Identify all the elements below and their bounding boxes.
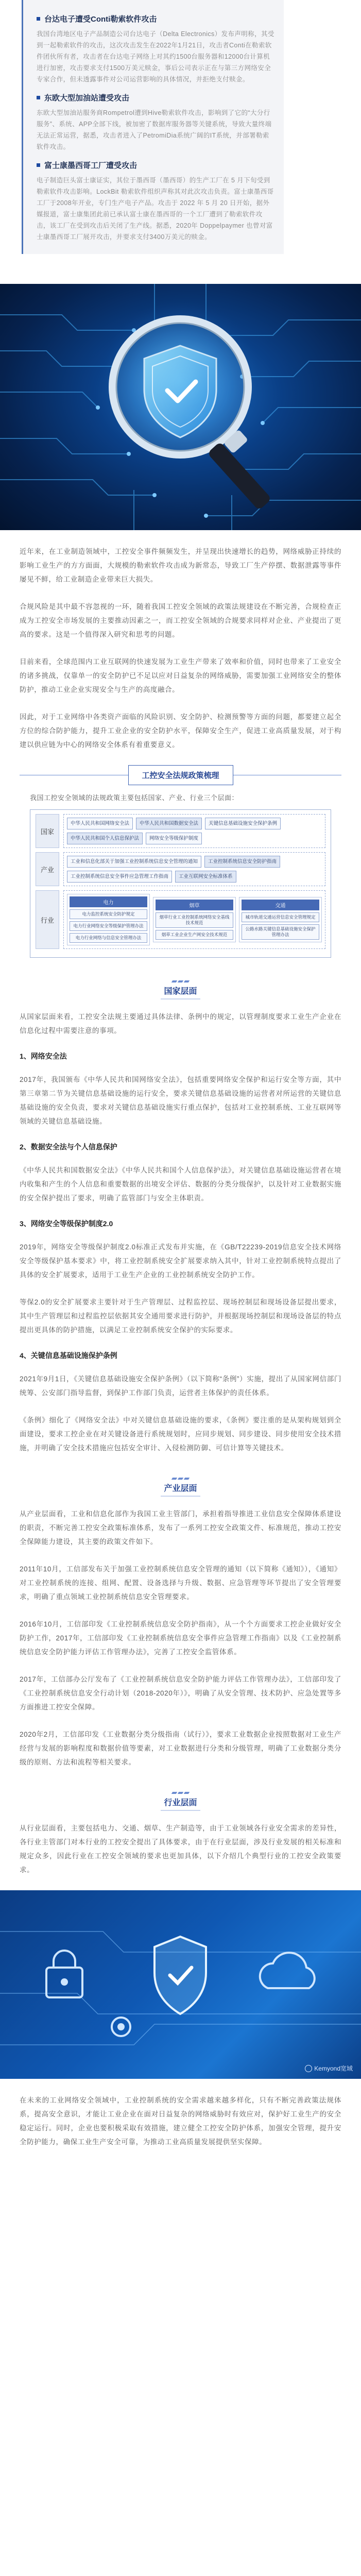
subsection-title: 3、网络安全等级保护制度2.0 [20, 1219, 113, 1228]
diagram-box: 公路水路关键信息基础设施安全保护管理办法 [242, 924, 319, 940]
diagram-box: 工业控制系统信息安全事件应急管理工作指南 [67, 871, 172, 883]
incident-title [37, 92, 274, 103]
industry-security-image [0, 1890, 361, 2079]
diagram-intro: 我国工控安全领域的法规政策主要包括国家、产业、行业三个层面： [30, 794, 239, 802]
incident-title [37, 13, 274, 24]
national-section [0, 980, 361, 1455]
gear-icon [112, 2018, 130, 2036]
body-paragraph: 2011年10月，工信部发布关于加强工业控制系统信息安全管理的通知（以下简称《通知》），《通知》对工业控制系统的连接、组网、配置、设备选择与升级、数据、应急管理等环节提出了安全管理要求，明确了重点领域工业控制系统信息安全管理要求。 [20, 1565, 341, 1601]
body-paragraph: 2020年2月，工信部印发《工业数据分类分级指南（试行）》，要求工业数据企业按照数据对工业生产经营与发展的影响程度和数据价值等要素，对工业数据进行分类和分级管理，明确了工业数据分类分级的原则、方法和流程等相关要求。 [20, 1731, 341, 1766]
diagram-box: 中华人民共和国个人信息保护法 [67, 833, 143, 844]
closing-section [0, 2093, 361, 2149]
bullet-square-icon [37, 17, 40, 21]
diagram-title-row [20, 765, 341, 785]
diagram-box: 网络安全等级保护制度 [146, 833, 202, 844]
subsection-title: 4、关键信息基础设施保护条例 [20, 1351, 117, 1360]
hero-image-security-shield [0, 284, 361, 530]
sector-paragraphs [20, 1821, 341, 1877]
spacer [0, 254, 361, 284]
header-decoration [20, 1478, 341, 1480]
body-paragraph: 近年来，在工业制造领域中，工控安全事件频频发生，并呈现出快速增长的趋势，网络威胁正持续的影响工业生产的方方面面，大规模的勒索软件攻击成为新常态，导致工厂生产停摆、数据泄露等事件屡见不鲜，给工业制造企业带来巨大损失。 [20, 548, 341, 583]
brand-name: Kemyond宽域 [314, 2065, 353, 2072]
body-paragraph: 从行业层面看，主要包括电力、交通、烟草、生产制造等，由于工业领域各行业安全需求的差异性，各行业主管部门对本行业的工控安全提出了具体要求，由于在行业层面，涉及行业发展的相关标准和规定众多，因此行业在工控安全领域的要求也更加具体，以下介绍几个典型行业的工控安全政策要求。 [20, 1824, 341, 1874]
diagram-box: 工业和信息化部关于加强工业控制系统信息安全管理的通知 [67, 856, 201, 868]
diagram-row-label: 产业 [36, 852, 59, 886]
subsection-title: 2、数据安全法与个人信息保护 [20, 1143, 117, 1151]
national-intro: 从国家层面来看，工控安全法规主要通过具体法律、条例中的规定，以管理制度要求工业生产企业在信息化过程中需要注意的事项。 [20, 1013, 341, 1035]
subsection-title: 1、网络安全法 [20, 1052, 67, 1060]
body-paragraph: 2017年，工信部办公厅发布了《工业控制系统信息安全防护能力评估工作管理办法》，工信部印发了《工业控制系统信息安全行动计划（2018-2020年）》，明确了从安全管理、技术防护、应急处置等多方面推进工控安全保障。 [20, 1675, 341, 1711]
diagram-column-head: 烟草 [156, 900, 233, 910]
body-paragraph: 目前来看，全球范围内工业互联网的快速发展为工业生产带来了效率和价值，同时也带来了工业安全的诸多挑战，仅靠单一的安全防护已不足以应对日益复杂的网络威胁，需要加强工业网络安全的整体防护，推动工业企业实现安全与生产的高度融合。 [20, 658, 341, 693]
diagram-box: 工业互联网安全标准体系 [175, 871, 236, 883]
diagram-row-body [63, 814, 325, 848]
diagram-row [36, 890, 325, 949]
bullet-square-icon [37, 163, 40, 167]
hero-illustration [0, 284, 361, 530]
section-title-industry: 产业层面 [161, 1482, 200, 1494]
diagram-column-head: 电力 [70, 896, 147, 907]
header-decoration [20, 1792, 341, 1794]
incident-body: 电子制造巨头富士康证实，其位于墨西哥（墨西哥）的生产工厂在 5 月下旬受到勒索软件攻击影响。LockBit 勒索软件组织声称其对此次攻击负责。富士康墨西哥工厂于2008年开业，专门生产电子产品。攻击于 2022 年 5 月 20 日开始，据外媒报道，富士康集团此前已承认富士康在墨西哥的一个工厂遭到了勒索软件攻击，该工厂在受到攻击后关闭了生产线。据悉，2020年 Doppelpaymer 也曾对富士康墨西哥工厂展开攻击，并要求支付3400万美元的赎金。 [37, 177, 274, 241]
brand-watermark [305, 2064, 353, 2073]
industry-policy-paragraphs [20, 1507, 341, 1769]
header-decoration [20, 980, 341, 982]
bullet-square-icon [37, 96, 40, 99]
diagram-row-label: 行业 [36, 890, 59, 949]
lock-icon [46, 1951, 82, 1997]
incident-title-text: 东欧大型加油站遭受攻击 [44, 94, 130, 103]
diagram-box: 电力行业网络安全等级保护管理办法 [70, 921, 147, 931]
diagram-column [239, 897, 322, 942]
incident-title-text: 台达电子遭受Conti勒索软件攻击 [44, 15, 157, 24]
section-title-national: 国家层面 [161, 985, 200, 996]
incident-card [22, 0, 284, 254]
intro-paragraphs [0, 545, 361, 752]
body-paragraph: 合规风险是其中最不容忽视的一环，随着我国工控安全领域的政策法规建设在不断完善，合规检查正成为工控安全市场发展的主要推动因素之一，而工控安全领域的合规要求同样对企业、产业提出了更高的要求。这是一个值得深入研究和思考的问题。 [20, 603, 341, 638]
body-paragraph: 因此，对于工业网络中各类资产面临的风险识别、安全防护、检测预警等方面的问题，都要建立起全方位的综合防护能力，提升工业企业的安全防护水平，保障安全生产，促进工业高质量发展，对于构建以供应链为中心的网络安全体系有着重要意义。 [20, 713, 341, 749]
body-paragraph: 2017年，我国颁布《中华人民共和国网络安全法》，包括重要网络安全保护和运行安全等方面，其中第三章第二节为关键信息基础设施的运行安全，要求关键信息基础设施的运营者对所运营的关键信息基础设施的安全负责，要求对关键信息基础设施实行重点保护，包括对工业控制系统、工业互联网等领域的关键信息基础设施。 [20, 1076, 341, 1125]
brand-logo-icon [305, 2065, 312, 2072]
diagram-box: 关键信息基础设施安全保护条例 [205, 818, 281, 829]
section-title-sector: 行业层面 [161, 1796, 200, 1808]
body-paragraph: 《条例》细化了《网络安全法》中对关键信息基础设施的要求，《条例》要注重的是从架构规划到全面建设，要求工控企业在对关键设备进行系统规划时，应同步规划、同步建设、同步使用安全技术措施，并明确了安全技术措施应包括安全审计、入侵检测防御、可信计算等关键技术。 [20, 1416, 341, 1452]
shield-icon [154, 1937, 206, 2014]
diagram-row-body [63, 890, 325, 949]
cloud-icon [260, 1953, 315, 1988]
security-icons-illustration [0, 1890, 361, 2079]
diagram-box: 城市轨道交通运营信息安全管理规定 [242, 912, 319, 922]
body-paragraph: 2021年9月1日，《关键信息基础设施安全保护条例》（以下简称“条例”）实施，提出了从国家网信部门统筹、公安部门指导监督，到保护工作部门负责，运营者主体保护的责任体系。 [20, 1375, 341, 1397]
sector-section [0, 1792, 361, 1877]
body-paragraph: 等保2.0的安全扩展要求主要针对于生产管理层、过程监控层、现场控制层和现场设备层提出要求，其中生产管理层和过程监控层依据其安全通用要求进行防护，并根据现场控制层和现场设备层的特点提出更具体的防护措施，以满足工业控制系统安全保护的实际要求。 [20, 1298, 341, 1334]
diagram-row-body [63, 852, 325, 886]
policy-diagram-section [20, 765, 341, 958]
diagram-box: 中华人民共和国网络安全法 [67, 818, 133, 829]
diagram-box: 中华人民共和国数据安全法 [136, 818, 202, 829]
diagram-column-head: 交通 [242, 900, 319, 910]
diagram-row [36, 852, 325, 886]
diagram-box: 工业控制系统信息安全防护指南 [204, 856, 280, 868]
diagram-row [36, 814, 325, 848]
diagram-row-label: 国家 [36, 814, 59, 848]
section-header [20, 1478, 341, 1494]
national-subsections [20, 1051, 341, 1455]
closing-paragraph: 在未来的工业网络安全领域中，工业控制系统的安全需求越来越多样化，只有不断完善政策法规体系，提高安全意识，才能让工业企业在面对日益复杂的网络威胁时有效应对，保护好工业生产的安全稳定运行。同时，企业也要积极采取有效措施，建立健全工控安全防护体系，加强安全管理，提升安全防护能力，确保工业生产安全可靠，为推动工业高质量发展提供坚实保障。 [20, 2096, 341, 2146]
diagram-box: 烟草工业企业生产网安全技术规范 [156, 930, 233, 940]
body-paragraph: 从产业层面看，工业和信息化部作为我国工业主管部门，承担着指导推进工业信息安全保障体系建设的职责，不断完善工控安全政策标准体系，发布了一系列工控安全政策文件、标准规范，推动工控安全保障能力建设，其主要的政策文件如下。 [20, 1510, 341, 1546]
industry-policy-section [0, 1478, 361, 1769]
diagram-box: 电力监控系统安全防护规定 [70, 909, 147, 919]
section-header [20, 1792, 341, 1808]
section-header [20, 980, 341, 996]
diagram-column [153, 897, 236, 942]
incident-title [37, 160, 274, 171]
body-paragraph: 《中华人民共和国数据安全法》《中华人民共和国个人信息保护法》，对关键信息基础设施运营者在境内收集和产生的个人信息和重要数据的出境安全评估、数据的分类分级保护，以及针对工业数据实施的安全保护提出了要求，明确了监管部门与安全主体职责。 [20, 1166, 341, 1202]
diagram-box: 烟草行业工业控制系统网络安全基线技术规范 [156, 912, 233, 928]
policy-diagram [30, 809, 331, 958]
diagram-title: 工控安全法规政策梳理 [128, 765, 233, 785]
incident-title-text: 富士康墨西哥工厂遭受攻击 [44, 161, 137, 170]
body-paragraph: 2016年10月，工信部印发《工业控制系统信息安全防护指南》，从一个个方面要求工控企业做好安全防护工作，2017年，工信部印发《工业控制系统信息安全事件应急管理工作指南》以及《工业控制系统信息安全防护能力评估工作管理办法》，完善了工控安全监管体系。 [20, 1620, 341, 1656]
diagram-box: 电力行业网络与信息安全管理办法 [70, 933, 147, 943]
diagram-column [67, 894, 150, 945]
incident-body: 我国台湾地区电子产品制造公司台达电子（Delta Electronics）发布声明称，其受到一起勒索软件的攻击，这次攻击发生在2022年1月21日，攻击者Conti在勒索软件团伙所有者，攻击者在台达电子网络上对其约1500台服务器和12000台计算机进行加密，攻击要求支付1500万美元赎金，事后公司表示正在与第三方网络安全专家合作，但未透露事件对公司运营影响的具体情况，并拒绝支付赎金。 [37, 30, 274, 83]
incident-body: 东欧大型加油站服务商Rompetrol遭到Hive勒索软件攻击，影响到了它的“大分行服务”、系统、APP全部下线，被加密了数据库服务器等关键系统，导致大量终端无法正常运营，据悉，攻击者进入了PetromiDia系统广阔的IT系统，并部署勒索软件攻击。 [37, 109, 272, 150]
body-paragraph: 2019年，网络安全等级保护制度2.0标准正式发布并实施，在《GB/T22239-2019信息安全技术网络安全等级保护基本要求》中，将工业控制系统安全扩展要求纳入其中，针对工业控制系统特点提出了具体的安全扩展要求，适用于工业生产企业的工业控制系统安全防护工作。 [20, 1243, 341, 1279]
